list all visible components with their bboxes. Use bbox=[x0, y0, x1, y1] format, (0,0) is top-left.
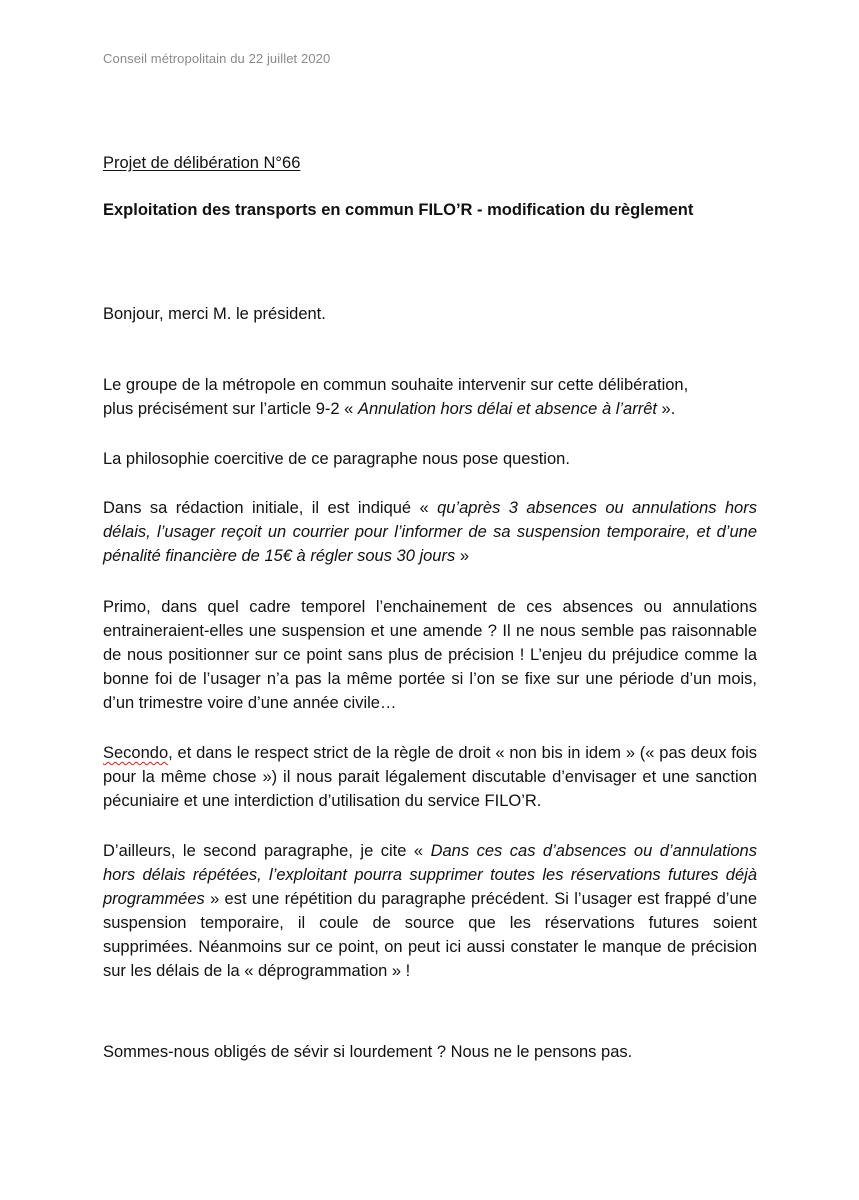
intro-line-2-after: ». bbox=[656, 400, 676, 418]
intro-paragraph bbox=[103, 373, 757, 421]
secondo-word: Secondo bbox=[103, 744, 169, 762]
secondo-paragraph bbox=[103, 741, 757, 813]
deliberation-reference: Projet de délibération N°66 bbox=[103, 154, 301, 172]
deliberation-title: Exploitation des transports en commun FILO’R - modification du règlement bbox=[103, 201, 694, 219]
initial-wording-before: Dans sa rédaction initiale, il est indiqué « bbox=[103, 499, 438, 517]
initial-wording-quote: qu’après 3 absences ou annulations hors délais, l’usager reçoit un courrier pour l’informer de sa suspension temporaire, et d’une pénalité financière de 15€ à régler sous 30 jours bbox=[103, 499, 757, 565]
secondo-rest: , et dans le respect strict de la règle de droit « non bis in idem » (« pas deux fois pour la même chose ») il nous parait légalement discutable d’envisager et une sanction pécuniaire et une interdiction d’utilisation du service FILO’R. bbox=[103, 744, 757, 810]
citation-after: » est une répétition du paragraphe précédent. Si l’usager est frappé d’une suspension temporaire, il coule de source que les réservations futures soient supprimées. Néanmoins sur ce point, on peut ici aussi constater le manque de précision sur les délais de la « déprogrammation » ! bbox=[103, 890, 757, 980]
intro-line-1: Le groupe de la métropole en commun souhaite intervenir sur cette délibération, bbox=[103, 376, 689, 394]
second-paragraph-citation bbox=[103, 839, 757, 983]
intro-line-2-before: plus précisément sur l’article 9-2 « bbox=[103, 400, 358, 418]
conclusion-paragraph: Sommes-nous obligés de sévir si lourdement ? Nous ne le pensons pas. bbox=[103, 1043, 633, 1061]
citation-quote: Dans ces cas d’absences ou d’annulations hors délais répétées, l’exploitant pourra supprimer toutes les réservations futures déjà programmées bbox=[103, 842, 757, 908]
philosophy-paragraph: La philosophie coercitive de ce paragraphe nous pose question. bbox=[103, 450, 570, 468]
intro-line-2 bbox=[103, 397, 757, 421]
page-header: Conseil métropolitain du 22 juillet 2020 bbox=[103, 51, 331, 66]
article-title-quote: Annulation hors délai et absence à l’arrêt bbox=[357, 400, 657, 418]
primo-paragraph: Primo, dans quel cadre temporel l’enchainement de ces absences ou annulations entraineraient-elles une suspension et une amende ? Il ne nous semble pas raisonnable de nous positionner sur ce point sans plus de précision ! L’enjeu du préjudice comme la bonne foi de l’usager n’a pas la même portée si l’on se fixe sur une période d’un mois, d’un trimestre voire d’une année civile… bbox=[103, 598, 757, 712]
greeting-paragraph: Bonjour, merci M. le président. bbox=[103, 305, 326, 323]
initial-wording-after: » bbox=[455, 547, 469, 565]
citation-before: D’ailleurs, le second paragraphe, je cite « bbox=[103, 842, 431, 860]
initial-wording-paragraph bbox=[103, 496, 757, 568]
